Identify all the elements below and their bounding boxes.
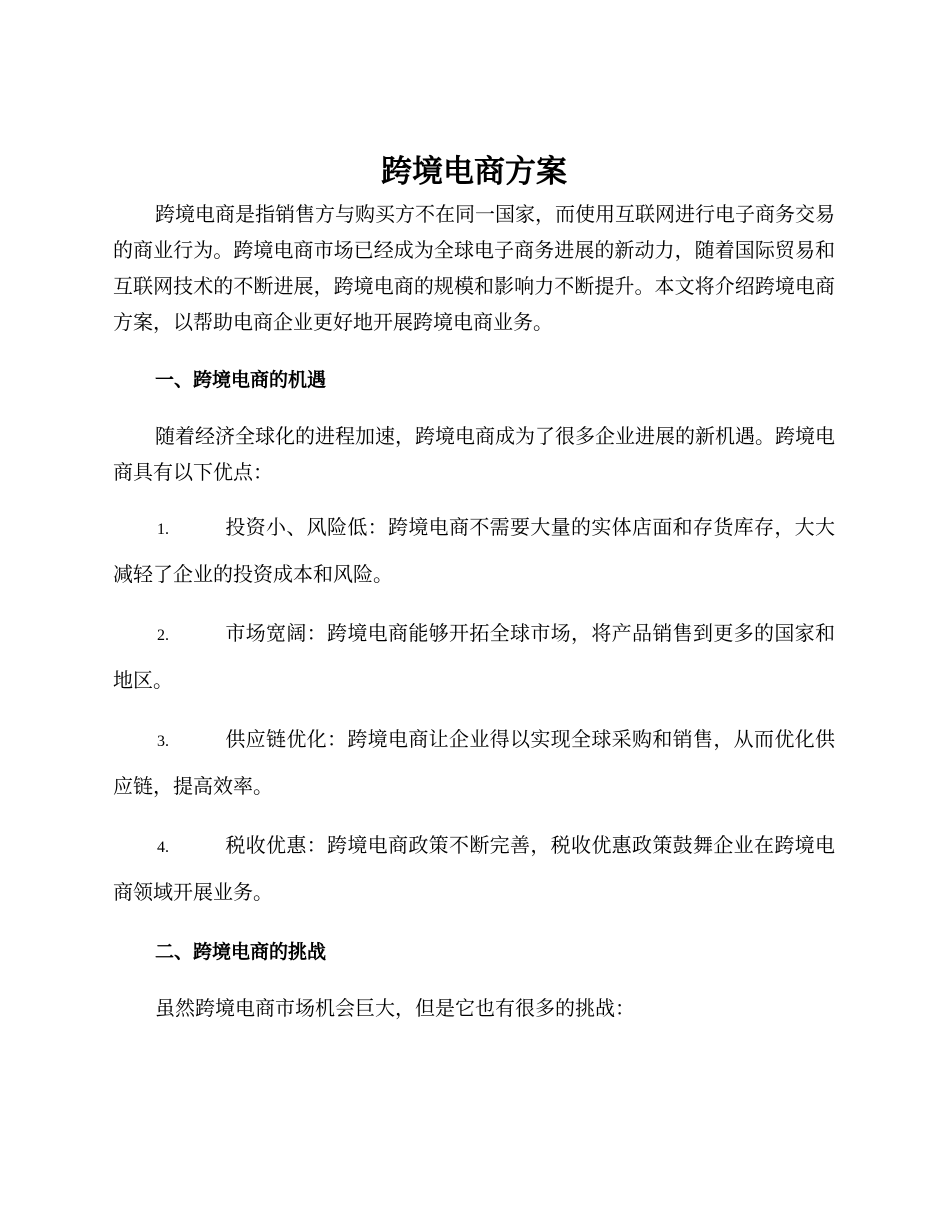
list-item — [113, 505, 835, 596]
list-text: 投资小、风险低：跨境电商不需要大量的实体店面和存货库存，大大减轻了企业的投资成本和风险。 — [113, 515, 835, 586]
list-text: 税收优惠：跨境电商政策不断完善，税收优惠政策鼓舞企业在跨境电商领域开展业务。 — [113, 833, 835, 904]
list-item — [113, 823, 835, 914]
spacer — [113, 808, 835, 823]
spacer — [113, 970, 835, 990]
spacer — [113, 490, 835, 505]
list-item — [113, 717, 835, 808]
section-intro-challenges: 虽然跨境电商市场机会巨大，但是它也有很多的挑战： — [155, 996, 635, 1020]
intro-paragraph: 跨境电商是指销售方与购买方不在同一国家，而使用互联网进行电子商务交易的商业行为。跨境电商市场已经成为全球电子商务进展的新动力，随着国际贸易和互联网技术的不断进展，跨境电商的规模和影响力不断提升。本文将介绍跨境电商方案，以帮助电商企业更好地开展跨境电商业务。 — [113, 202, 835, 334]
list-number: 4. — [157, 839, 169, 856]
document-page — [113, 150, 835, 1026]
document-title: 跨境电商方案 — [381, 154, 567, 190]
spacer — [113, 914, 835, 934]
spacer — [113, 702, 835, 717]
list-text: 市场宽阔：跨境电商能够开拓全球市场，将产品销售到更多的国家和地区。 — [113, 621, 835, 692]
spacer — [113, 398, 835, 418]
section-intro-opportunities: 随着经济全球化的进程加速，跨境电商成为了很多企业进展的新机遇。跨境电商具有以下优点： — [113, 424, 835, 484]
list-text: 供应链优化：跨境电商让企业得以实现全球采购和销售，从而优化供应链，提高效率。 — [113, 727, 835, 798]
spacer — [113, 340, 835, 362]
list-number: 2. — [157, 627, 169, 644]
list-number: 1. — [157, 521, 169, 538]
spacer — [113, 596, 835, 611]
list-number: 3. — [157, 733, 169, 750]
list-item — [113, 611, 835, 702]
section-heading-opportunities: 一、跨境电商的机遇 — [155, 369, 327, 391]
section-heading-challenges: 二、跨境电商的挑战 — [155, 941, 327, 963]
